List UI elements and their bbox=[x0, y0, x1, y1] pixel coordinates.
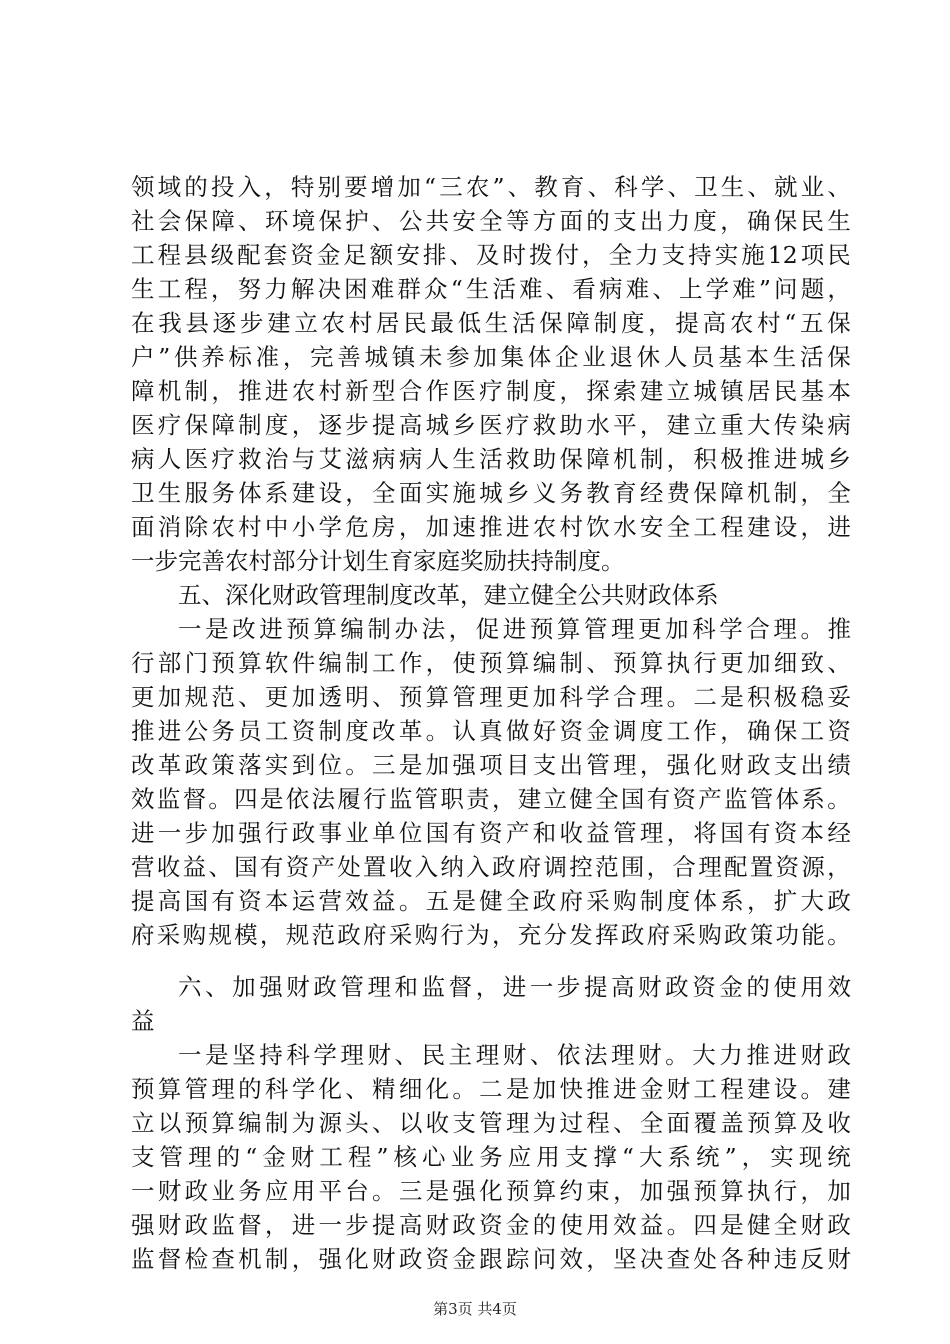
text-line: 社 会 保 障 、 环 境 保 护 、 公 共 安 全 等 方 面 的 支 出 力 度 ， 确 保 民 生 bbox=[131, 207, 851, 235]
text-line: 一 是 坚 持 科 学 理 财 、 民 主 理 财 、 依 法 理 财 。 大 力 推 进 财 政 bbox=[178, 1041, 851, 1069]
text-line: 效 监 督 。 四 是 依 法 履 行 监 管 职 责 ， 建 立 健 全 国 有 资 产 监 管 体 系 。 bbox=[131, 785, 851, 813]
text-line: 更 加 规 范 、 更 加 透 明 、 预 算 管 理 更 加 科 学 合 理 。 二 是 积 极 稳 妥 bbox=[131, 683, 851, 711]
text-line: 益 bbox=[131, 1007, 155, 1035]
text-line: 卫 生 服 务 体 系 建 设 ， 全 面 实 施 城 乡 义 务 教 育 经 费 保 障 机 制 ， 全 bbox=[131, 479, 851, 507]
text-line: 支 管 理 的 “ 金 财 工 程 ” 核 心 业 务 应 用 支 撑 “ 大 系 统 ” ， 实 现 统 bbox=[131, 1143, 851, 1171]
text-line: 在 我 县 逐 步 建 立 农 村 居 民 最 低 生 活 保 障 制 度 ， 提 高 农 村 “ 五 保 bbox=[131, 309, 851, 337]
text-line: 监 督 检 查 机 制 ， 强 化 财 政 资 金 跟 踪 问 效 ， 坚 决 查 处 各 种 违 反 财 bbox=[131, 1245, 851, 1273]
text-line: 户 ” 供 养 标 准 ， 完 善 城 镇 未 参 加 集 体 企 业 退 休 人 员 基 本 生 活 保 bbox=[131, 343, 851, 371]
page-footer: 第3页 共4页 bbox=[433, 1300, 517, 1318]
text-line: 改 革 政 策 落 实 到 位 。 三 是 加 强 项 目 支 出 管 理 ， 强 化 财 政 支 出 绩 bbox=[131, 751, 851, 779]
text-line: 一 财 政 业 务 应 用 平 台 。 三 是 强 化 预 算 约 束 ， 加 强 预 算 执 行 ， 加 bbox=[131, 1177, 851, 1205]
text-line: 工 程 县 级 配 套 资 金 足 额 安 排 、 及 时 拨 付 ， 全 力 支 持 实 施 12 项 民 bbox=[131, 241, 851, 269]
text-line: 领 域 的 投 入 ， 特 别 要 增 加 “ 三 农 ” 、 教 育 、 科 学 、 卫 生 、 就 业 、 bbox=[131, 173, 851, 201]
text-line: 进 一 步 加 强 行 政 事 业 单 位 国 有 资 产 和 收 益 管 理 ， 将 国 有 资 本 经 bbox=[131, 819, 851, 847]
text-line: 障 机 制 ， 推 进 农 村 新 型 合 作 医 疗 制 度 ， 探 索 建 立 城 镇 居 民 基 本 bbox=[131, 377, 851, 405]
text-line: 病 人 医 疗 救 治 与 艾 滋 病 病 人 生 活 救 助 保 障 机 制 ， 积 极 推 进 城 乡 bbox=[131, 445, 851, 473]
text-line: 营 收 益 、 国 有 资 产 处 置 收 入 纳 入 政 府 调 控 范 围 ， 合 理 配 置 资 源 ， bbox=[131, 853, 851, 881]
text-line: 五、深化财政管理制度改革，建立健全公共财政体系 bbox=[178, 581, 719, 609]
text-line: 一步完善农村部分计划生育家庭奖励扶持制度。 bbox=[131, 547, 625, 575]
text-line: 强 财 政 监 督 ， 进 一 步 提 高 财 政 资 金 的 使 用 效 益 。 四 是 健 全 财 政 bbox=[131, 1211, 851, 1239]
text-line: 提 高 国 有 资 本 运 营 效 益 。 五 是 健 全 政 府 采 购 制 度 体 系 ， 扩 大 政 bbox=[131, 887, 851, 915]
text-line: 医 疗 保 障 制 度 ， 逐 步 提 高 城 乡 医 疗 救 助 水 平 ， 建 立 重 大 传 染 病 bbox=[131, 411, 851, 439]
text-line: 府 采 购 规 模 ， 规 范 政 府 采 购 行 为 ， 充 分 发 挥 政 府 采 购 政 策 功 能 。 bbox=[131, 921, 851, 949]
text-line: 六 、 加 强 财 政 管 理 和 监 督 ， 进 一 步 提 高 财 政 资 金 的 使 用 效 bbox=[178, 973, 851, 1001]
text-line: 预 算 管 理 的 科 学 化 、 精 细 化 。 二 是 加 快 推 进 金 财 工 程 建 设 。 建 bbox=[131, 1075, 851, 1103]
text-line: 推 进 公 务 员 工 资 制 度 改 革 。 认 真 做 好 资 金 调 度 工 作 ， 确 保 工 资 bbox=[131, 717, 851, 745]
text-line: 立 以 预 算 编 制 为 源 头 、 以 收 支 管 理 为 过 程 、 全 面 覆 盖 预 算 及 收 bbox=[131, 1109, 851, 1137]
text-line: 一 是 改 进 预 算 编 制 办 法 ， 促 进 预 算 管 理 更 加 科 学 合 理 。 推 bbox=[178, 615, 851, 643]
text-line: 生 工 程 ， 努 力 解 决 困 难 群 众 “ 生 活 难 、 看 病 难 、 上 学 难 ” 问 题 ， bbox=[131, 275, 851, 303]
text-line: 面 消 除 农 村 中 小 学 危 房 ， 加 速 推 进 农 村 饮 水 安 全 工 程 建 设 ， 进 bbox=[131, 513, 851, 541]
text-line: 行 部 门 预 算 软 件 编 制 工 作 ， 使 预 算 编 制 、 预 算 执 行 更 加 细 致 、 bbox=[131, 649, 851, 677]
